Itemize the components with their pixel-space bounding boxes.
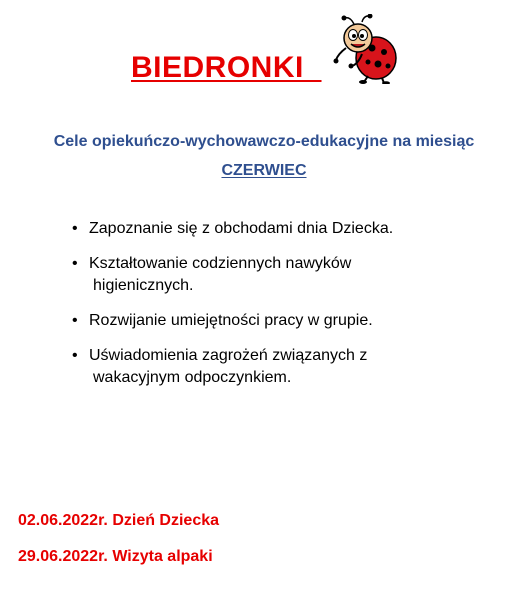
- event-alpaca-visit: 29.06.2022r. Wizyta alpaki: [18, 548, 213, 565]
- goal-text: Kształtowanie codziennych nawyków: [89, 255, 352, 272]
- month-heading: [0, 161, 528, 181]
- list-item: [72, 253, 472, 297]
- goals-list: [72, 218, 472, 402]
- goal-text: Rozwijanie umiejętności pracy w grupie.: [89, 312, 373, 329]
- bullet-icon: •: [72, 312, 78, 329]
- list-item: [72, 310, 472, 332]
- goal-text: Zapoznanie się z obchodami dnia Dziecka.: [89, 220, 394, 237]
- bullet-icon: •: [72, 255, 78, 272]
- goal-text-continued: wakacyjnym odpoczynkiem.: [93, 369, 292, 386]
- page-title: BIEDRONKI: [131, 51, 322, 84]
- event-childrens-day: 02.06.2022r. Dzień Dziecka: [18, 512, 220, 529]
- goals-subtitle: Cele opiekuńczo-wychowawczo-edukacyjne na miesiąc: [53, 133, 475, 150]
- month-label: CZERWIEC: [221, 162, 307, 179]
- ladybug-icon: [332, 14, 398, 84]
- goal-text: Uświadomienia zagrożeń związanych z: [89, 347, 368, 364]
- bullet-icon: •: [72, 220, 78, 237]
- list-item: [72, 218, 472, 240]
- bullet-icon: •: [72, 347, 78, 364]
- goal-text-continued: higienicznych.: [93, 277, 194, 294]
- list-item: [72, 345, 472, 389]
